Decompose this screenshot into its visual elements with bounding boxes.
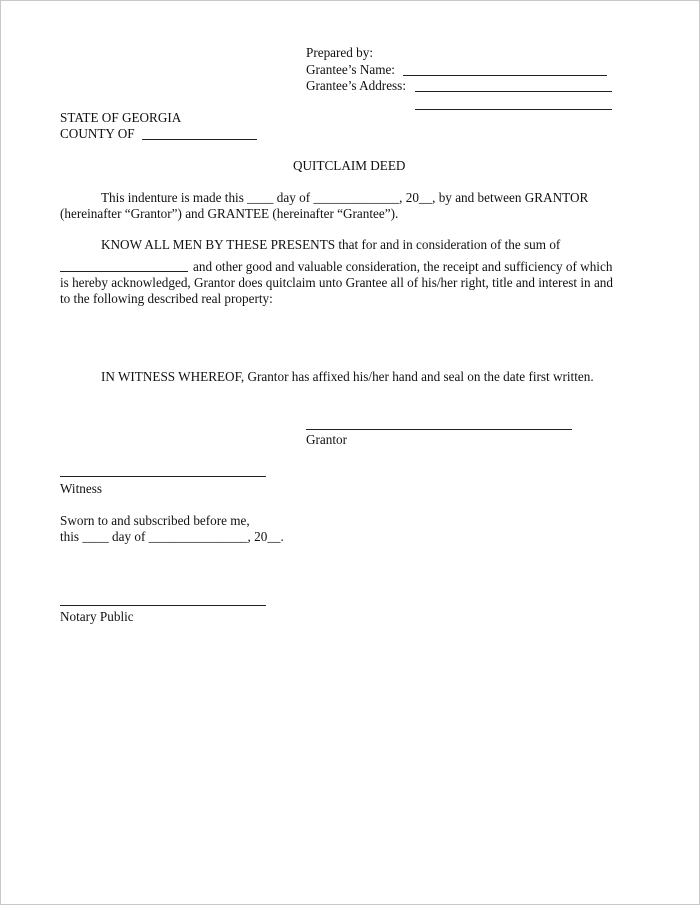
page-title: QUITCLAIM DEED <box>293 158 406 173</box>
sworn-line-2: this ____ day of _______________, 20__. <box>60 529 284 544</box>
grantee-address-label: Grantee’s Address: <box>306 78 406 93</box>
grantor-signature-line <box>306 429 572 430</box>
grantee-name-line <box>403 75 607 76</box>
state-heading: STATE OF GEORGIA <box>60 110 182 125</box>
sworn-line-1: Sworn to and subscribed before me, <box>60 513 250 528</box>
witness-whereof-text: IN WITNESS WHEREOF, Grantor has affixed his/her hand and seal on the date first written. <box>101 369 594 384</box>
indenture-line-1: This indenture is made this ____ day of _____________, 20__, by and between GRANTOR <box>101 190 589 205</box>
grantee-address-line-1 <box>415 91 612 92</box>
notary-label: Notary Public <box>60 609 134 624</box>
know-all-line-4: to the following described real property: <box>60 291 273 306</box>
know-all-line-2: and other good and valuable consideration, the receipt and sufficiency of which <box>193 259 613 274</box>
notary-signature-line <box>60 605 266 606</box>
know-all-line-1: KNOW ALL MEN BY THESE PRESENTS that for and in consideration of the sum of <box>101 237 561 252</box>
indenture-line-2: (hereinafter “Grantor”) and GRANTEE (hereinafter “Grantee”). <box>60 206 399 221</box>
prepared-by-label: Prepared by: <box>306 45 374 60</box>
know-all-line-3: is hereby acknowledged, Grantor does quitclaim unto Grantee all of his/her right, title and interest in and <box>60 275 613 290</box>
county-label: COUNTY OF <box>60 126 135 141</box>
grantee-name-label: Grantee’s Name: <box>306 62 395 77</box>
witness-label: Witness <box>60 481 102 496</box>
witness-signature-line <box>60 476 266 477</box>
grantee-address-line-2 <box>415 109 612 110</box>
grantor-label: Grantor <box>306 432 348 447</box>
county-line <box>142 139 257 140</box>
consideration-sum-line <box>60 271 188 272</box>
